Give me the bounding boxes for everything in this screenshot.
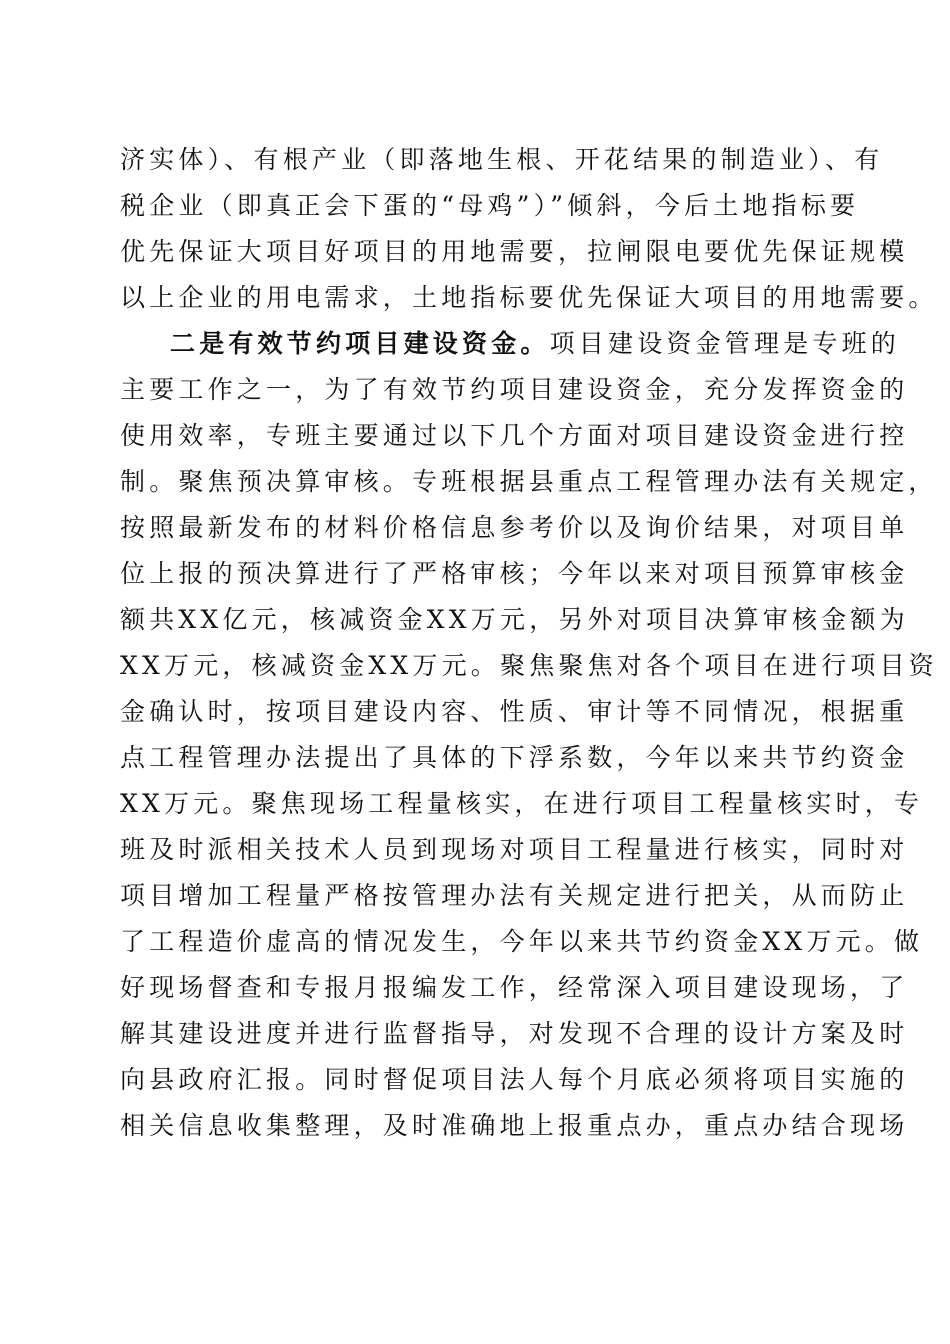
text-line: 金确认时，按项目建设内容、性质、审计等不同情况，根据重: [120, 697, 909, 726]
text-line: 向县政府汇报。同时督促项目法人每个月底必须将项目实施的: [120, 1065, 909, 1094]
text-line: 好现场督查和专报月报编发工作，经常深入项目建设现场，了: [120, 973, 909, 1002]
text-span: 项目建设资金管理是专班的: [549, 329, 901, 358]
text-line: 以上企业的用电需求，土地指标要优先保证大项目的用地需要。: [120, 283, 938, 312]
text-line: 点工程管理办法提出了具体的下浮系数，今年以来共节约资金: [120, 743, 909, 772]
text-line: 主要工作之一，为了有效节约项目建设资金，充分发挥资金的: [120, 375, 909, 404]
text-line: 额共XX亿元，核减资金XX万元，另外对项目决算审核金额为: [120, 605, 909, 634]
text-line: 使用效率，专班主要通过以下几个方面对项目建设资金进行控: [120, 421, 909, 450]
text-line: 优先保证大项目好项目的用地需要，拉闸限电要优先保证规模: [120, 237, 909, 266]
paragraph-heading: 二是有效节约项目建设资金。: [170, 329, 550, 358]
text-line: 税企业（即真正会下蛋的“母鸡”）”倾斜，今后土地指标要: [120, 191, 860, 220]
text-line: 项目增加工程量严格按管理办法有关规定进行把关，从而防止: [120, 881, 909, 910]
text-line: 位上报的预决算进行了严格审核；今年以来对项目预算审核金: [120, 559, 909, 588]
text-line: 相关信息收集整理，及时准确地上报重点办，重点办结合现场: [120, 1111, 909, 1140]
text-line: XX万元。聚焦现场工程量核实，在进行项目工程量核实时，专: [120, 789, 924, 818]
text-line: 班及时派相关技术人员到现场对项目工程量进行核实，同时对: [120, 835, 909, 864]
text-line: 济实体）、有根产业（即落地生根、开花结果的制造业）、有: [120, 145, 884, 174]
text-line: XX万元，核减资金XX万元。聚焦聚焦对各个项目在进行项目资: [120, 651, 938, 680]
text-line: 制。聚焦预决算审核。专班根据县重点工程管理办法有关规定，: [120, 467, 938, 496]
text-line: 了工程造价虚高的情况发生，今年以来共节约资金XX万元。做: [120, 927, 924, 956]
paragraph-first-line: [170, 324, 900, 364]
text-line: 按照最新发布的材料价格信息参考价以及询价结果，对项目单: [120, 513, 909, 542]
text-line: 解其建设进度并进行监督指导，对发现不合理的设计方案及时: [120, 1019, 909, 1048]
